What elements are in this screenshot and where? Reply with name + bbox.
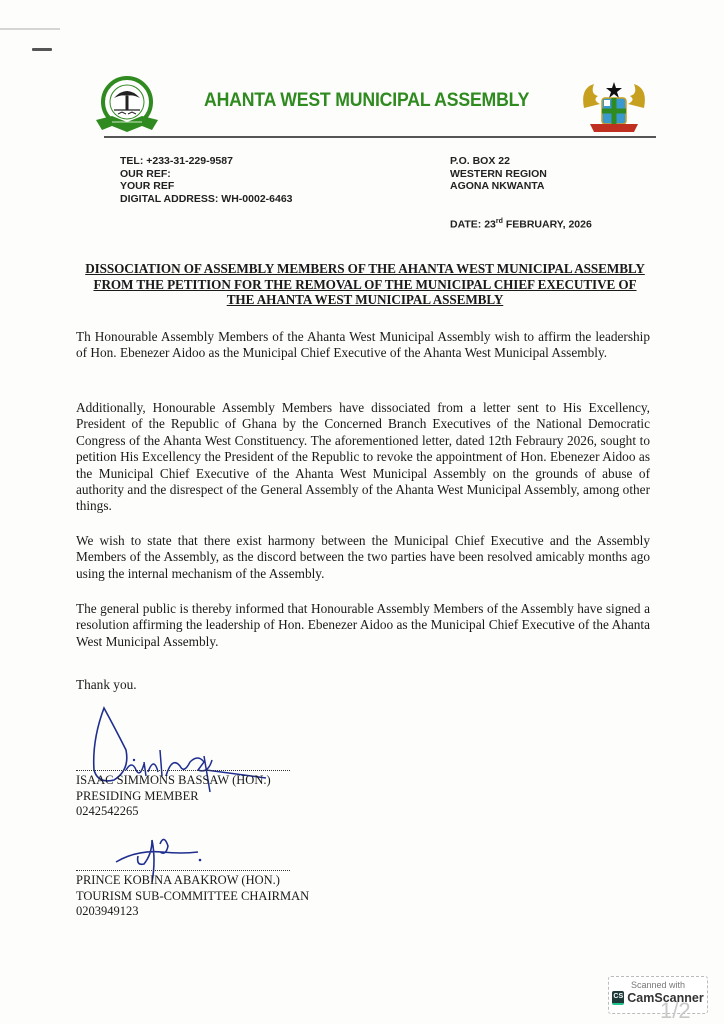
letter-title: DISSOCIATION OF ASSEMBLY MEMBERS OF THE AHANTA WEST MUNICIPAL ASSEMBLY FROM THE PETITION FOR THE REMOVAL OF THE MUNICIPAL CHIEF EXECUTIVE OF THE AHANTA WEST MUNICIPAL ASSEMBLY	[85, 261, 645, 307]
ghana-coat-of-arms-icon	[578, 78, 650, 136]
scan-artifact	[32, 48, 52, 51]
body-paragraph: Additionally, Honourable Assembly Members have dissociated from a letter sent to His Excellency, President of the Republic of Ghana by the Concerned Branch Executives of the National Democratic Congress of the Ahanta West Constituency. The aforementioned letter, dated 12th Febraury 2026, sought to petition His Excellency the President of the Republic to revoke the appointment of Hon. Ebenezer Aidoo as the Municipal Chief Executive of the Ahanta West Municipal Assembly on the grounds of abuse of authority and the disrespect of the General Assembly of the Ahanta West Municipal Assembly, among other things.	[76, 400, 650, 514]
contact-left	[120, 155, 293, 205]
org-name: AHANTA WEST MUNICIPAL ASSEMBLY	[204, 90, 530, 111]
scan-artifact	[0, 28, 60, 30]
signatory-2	[76, 870, 309, 920]
page-indicator: 1/2	[660, 998, 691, 1023]
closing: Thank you.	[76, 677, 137, 692]
po-box: P.O. BOX 22	[450, 155, 510, 167]
watermark-caption: Scanned with	[630, 980, 686, 990]
region: WESTERN REGION	[450, 167, 547, 180]
signatory-role: PRESIDING MEMBER	[76, 788, 199, 803]
body-paragraph: The general public is thereby informed that Honourable Assembly Members of the Assembly have signed a resolution affirming the leadership of Hon. Ebenezer Aidoo as the Municipal Chief Executive of the Ahanta West Municipal Assembly.	[76, 601, 650, 649]
contact-right	[450, 155, 547, 193]
body-paragraph: We wish to state that there exist harmony between the Municipal Chief Executive and the Assembly Members of the Assembly, as the discord between the two parties have been resolved amicably months ago using the internal mechanism of the Assembly.	[76, 533, 650, 581]
digital-address: DIGITAL ADDRESS: WH-0002-6463	[120, 192, 293, 205]
your-ref: YOUR REF	[120, 180, 175, 192]
header-divider	[104, 136, 656, 138]
signatory-name: ISAAC SIMMONS BASSAW (HON.)	[76, 773, 271, 787]
signatory-role: TOURISM SUB-COMMITTEE CHAIRMAN	[76, 888, 310, 903]
assembly-seal-icon	[82, 74, 172, 136]
camscanner-icon: CS	[612, 991, 624, 1005]
town: AGONA NKWANTA	[450, 180, 545, 192]
signatory-phone: 0242542265	[76, 804, 139, 818]
body-paragraph: Th Honourable Assembly Members of the Ahanta West Municipal Assembly wish to affirm the leadership of Hon. Ebenezer Aidoo as the Municipal Chief Executive of the Ahanta West Municipal Assembly.	[76, 329, 650, 361]
camscanner-watermark	[608, 976, 708, 1014]
signature-line	[76, 870, 290, 871]
signatory-1	[76, 770, 290, 820]
signature-line	[76, 770, 290, 771]
letterhead	[0, 70, 724, 140]
letter-date: DATE: 23rd FEBRUARY, 2026	[450, 218, 592, 231]
watermark-brand: CamScanner	[627, 991, 704, 1005]
our-ref: OUR REF:	[120, 167, 171, 180]
signatory-name: PRINCE KOBINA ABAKROW (HON.)	[76, 873, 280, 887]
telephone: TEL: +233-31-229-9587	[120, 155, 233, 167]
signatory-phone: 0203949123	[76, 904, 139, 918]
